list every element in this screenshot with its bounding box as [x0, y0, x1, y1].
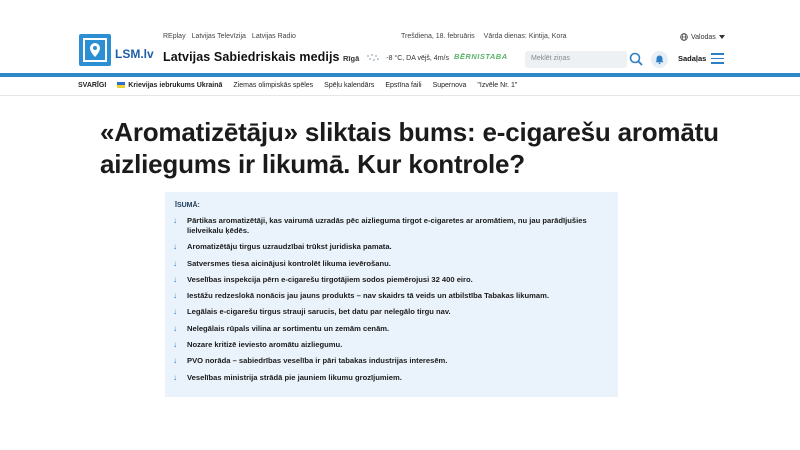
sections-menu-label[interactable]: Sadaļas — [678, 54, 707, 63]
brand-links — [163, 33, 296, 40]
search-input[interactable]: Meklēt ziņas — [525, 51, 627, 68]
language-label: Valodas — [691, 33, 716, 41]
name-days: Vārda dienas: Kintija, Kora — [483, 33, 567, 40]
arrow-down-icon: ↓ — [173, 323, 177, 333]
topic-supernova[interactable]: Supernova — [432, 82, 467, 89]
arrow-down-icon: ↓ — [173, 307, 177, 317]
site-header — [0, 0, 800, 74]
topic-label: Krievijas iebrukums Ukrainā — [128, 82, 223, 89]
summary-item[interactable]: ↓ PVO norāda – sabiedrības veselība ir pāri tabakas industrijas interesēm. — [173, 356, 448, 366]
arrow-down-icon: ↓ — [173, 274, 177, 284]
summary-item[interactable]: ↓ Satversmes tiesa aicinājusi kontrolēt likuma ievērošanu. — [173, 258, 391, 268]
arrow-down-icon: ↓ — [173, 258, 177, 268]
brand-link-radio[interactable]: Latvijas Radio — [251, 33, 296, 40]
logo-text[interactable]: LSM.lv — [115, 47, 154, 61]
topic-epstein-files[interactable]: Epstīna faili — [385, 82, 422, 89]
summary-item[interactable]: ↓ Veselības inspekcija pērn e-cigarešu tirgotājiem sodos piemērojusi 32 400 eiro. — [173, 274, 473, 284]
weather-text: -8 °C, DA vējš, 4m/s — [386, 54, 449, 62]
brand-link-ltv[interactable]: Latvijas Televīzija — [191, 33, 246, 40]
notifications-button[interactable] — [651, 51, 668, 68]
hamburger-menu-icon[interactable] — [711, 53, 724, 64]
chevron-down-icon — [719, 35, 725, 39]
summary-list — [173, 216, 613, 389]
arrow-down-icon: ↓ — [173, 340, 177, 350]
topics-bar — [0, 77, 800, 96]
summary-item[interactable]: ↓ Legālais e-cigarešu tirgus strauji sarucis, bet datu par nelegālo tirgu nav. — [173, 307, 451, 317]
search-button[interactable] — [628, 51, 644, 67]
summary-item[interactable]: ↓ Iestāžu redzeslokā nonācis jau jauns produkts – nav skaidrs tā veids un atbilstība Tabakas likumam. — [173, 291, 549, 301]
lsm-logo-icon[interactable] — [79, 34, 111, 66]
arrow-down-icon: ↓ — [173, 356, 177, 366]
summary-item[interactable]: ↓ Nelegālais rūpals vilina ar sortimentu un zemām cenām. — [173, 323, 390, 333]
important-label: SVARĪGI — [78, 82, 107, 89]
topic-olympics[interactable]: Ziemas olimpiskās spēles — [233, 82, 314, 89]
summary-item[interactable]: ↓ Pārtikas aromatizētāji, kas vairumā uzradās pēc aizlieguma tirgot e-cigaretes ar aromātiem, nu jau parādījušies lielveikalu ķēdēs. — [173, 216, 587, 235]
arrow-down-icon: ↓ — [173, 372, 177, 382]
summary-heading: ĪSUMĀ: — [175, 202, 200, 209]
snow-cloud-icon — [365, 53, 380, 63]
article-title: «Aromatizētāju» sliktais bums: e-cigarešu aromātu aizliegums ir likumā. Kur kontrole? — [100, 117, 719, 179]
arrow-down-icon: ↓ — [173, 216, 177, 225]
brand-name[interactable]: Latvijas Sabiedriskais medijs — [163, 50, 340, 64]
article-summary-box — [165, 192, 618, 397]
search-icon — [628, 51, 644, 67]
weather-widget — [343, 53, 449, 63]
arrow-down-icon: ↓ — [173, 242, 177, 252]
topic-choice-no1[interactable]: "Izvēle Nr. 1" — [477, 82, 518, 89]
language-selector[interactable] — [680, 33, 725, 41]
brand-link-replay[interactable]: REplay — [163, 33, 186, 40]
arrow-down-icon: ↓ — [173, 291, 177, 301]
topic-game-calendar[interactable]: Spēļu kalendārs — [324, 82, 375, 89]
date-line — [401, 33, 567, 40]
summary-item[interactable]: ↓ Aromatizētāju tirgus uzraudzībai trūkst juridiska pamata. — [173, 242, 392, 252]
summary-item[interactable]: ↓ Nozare kritizē ieviesto aromātu aizliegumu. — [173, 340, 343, 350]
current-date: Trešdiena, 18. februāris — [401, 33, 475, 40]
weather-city: Rīgā — [343, 53, 360, 63]
kids-zone-link[interactable]: BĒRNISTABA — [454, 52, 508, 61]
globe-icon — [680, 33, 688, 41]
ukraine-flag-icon — [117, 82, 125, 88]
summary-item[interactable]: ↓ Veselības ministrija strādā pie jauniem likumu grozījumiem. — [173, 372, 402, 382]
topic-ukraine[interactable] — [117, 82, 222, 89]
bell-icon — [651, 51, 668, 68]
